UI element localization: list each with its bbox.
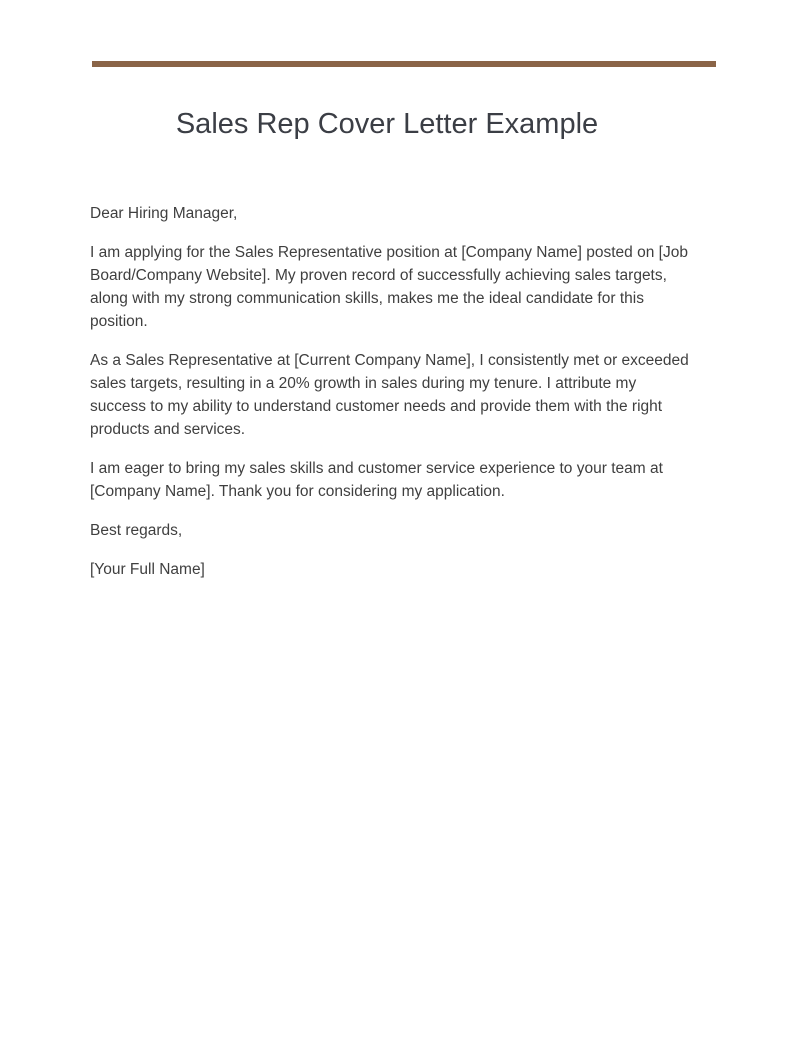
paragraph-experience: As a Sales Representative at [Current Company Name], I consistently met or exceeded sales targets, resulting in a 20% growth in sales during my tenure. I attribute my success to my ability to understand customer needs and provide them with the right products and services. xyxy=(90,352,689,438)
page-title: Sales Rep Cover Letter Example xyxy=(175,108,599,140)
signature: [Your Full Name] xyxy=(90,561,205,578)
letter-body xyxy=(90,202,690,597)
paragraph-intro: I am applying for the Sales Representative position at [Company Name] posted on [Job Board/Company Website]. My proven record of successfully achieving sales targets, along with my strong communication skills, makes me the ideal candidate for this position. xyxy=(90,244,688,330)
closing-phrase: Best regards, xyxy=(90,522,183,539)
top-accent-rule xyxy=(92,61,716,67)
paragraph-closing: I am eager to bring my sales skills and customer service experience to your team at [Company Name]. Thank you for considering my application. xyxy=(90,460,663,500)
salutation: Dear Hiring Manager, xyxy=(90,205,238,222)
